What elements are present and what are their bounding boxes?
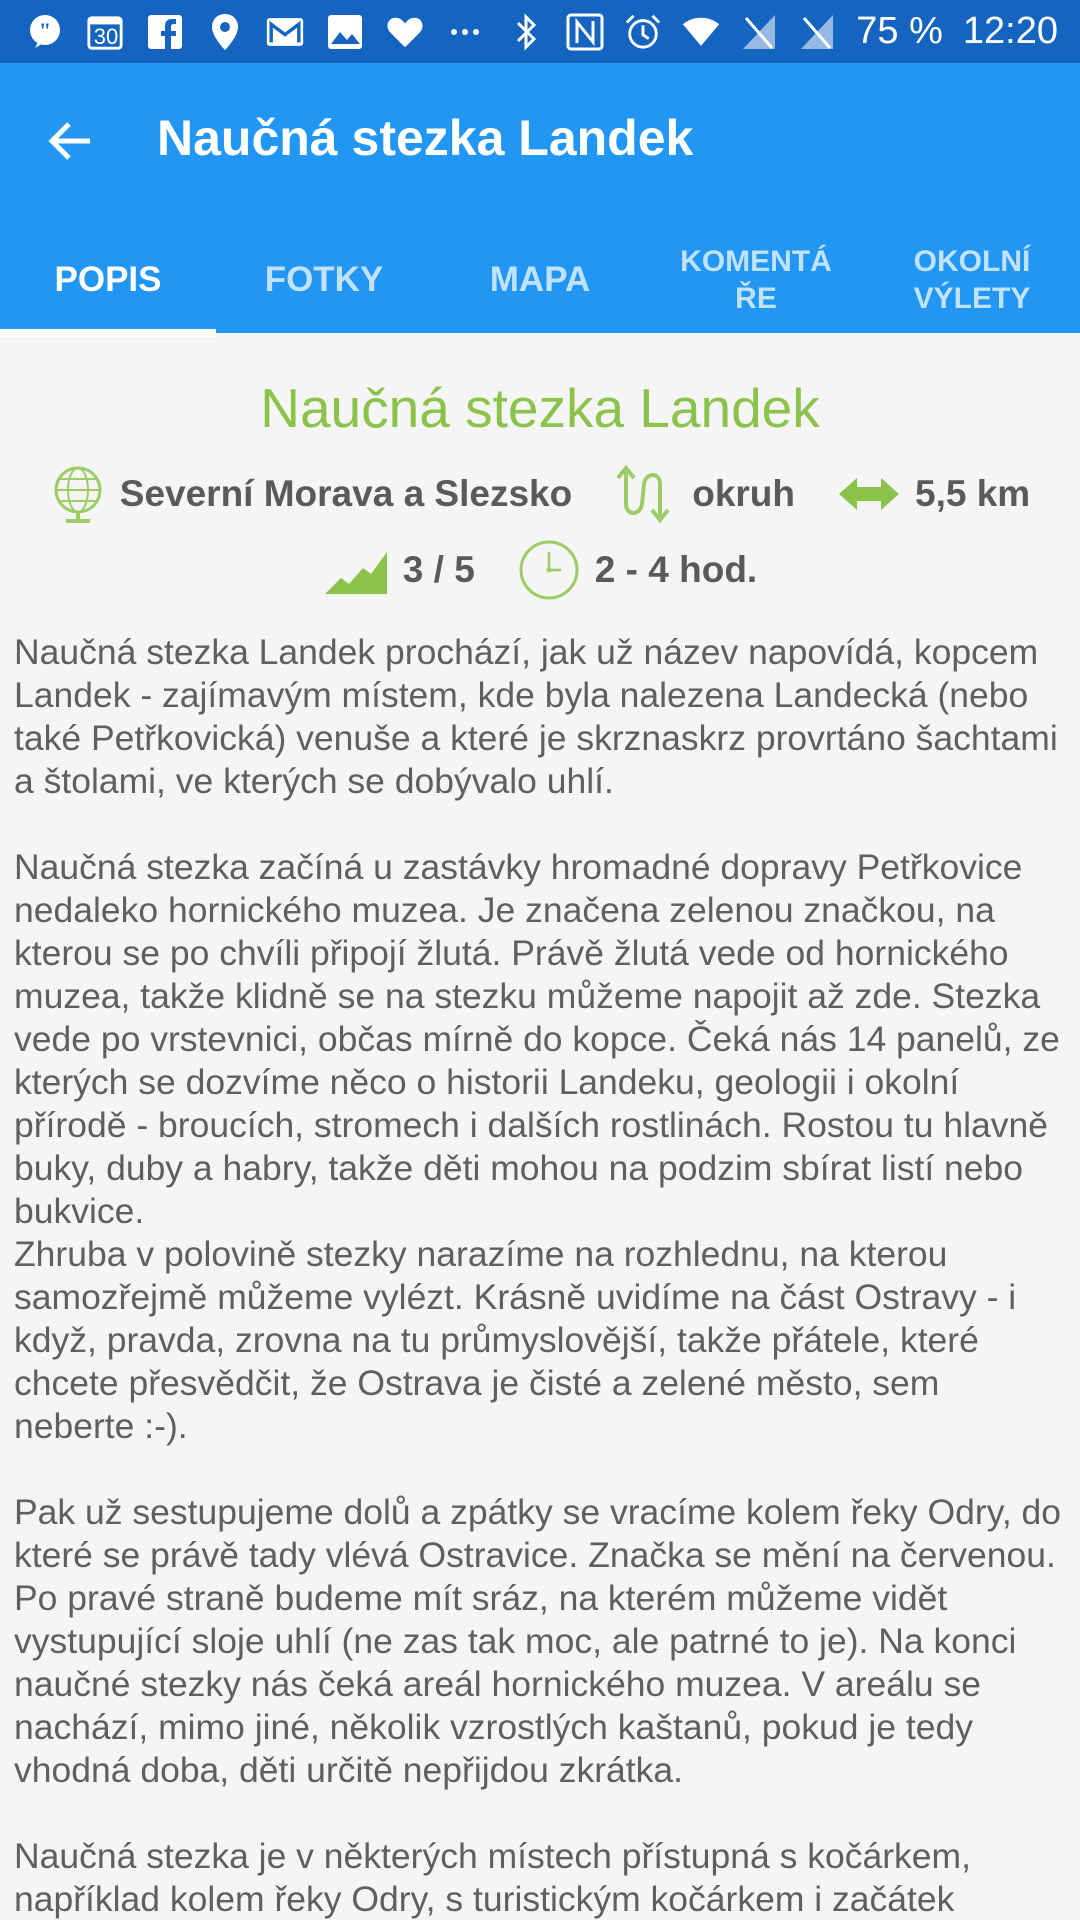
- status-bar: [0, 0, 1080, 63]
- mountain-chart-icon: [323, 544, 389, 596]
- region-label: Severní Morava a Slezsko: [119, 473, 573, 514]
- clock-icon: [517, 538, 581, 602]
- duration-info: [517, 538, 757, 602]
- calendar-icon: [86, 13, 124, 51]
- arrow-back-icon: [48, 121, 92, 161]
- difficulty-info: [323, 544, 475, 596]
- more-dots-icon: [446, 13, 484, 51]
- distance-label: 5,5 km: [915, 473, 1031, 514]
- facebook-icon: [146, 13, 184, 51]
- trip-detail: [0, 333, 1080, 1920]
- route-type-info: [614, 464, 795, 524]
- no-sim-icon: [798, 13, 836, 51]
- difficulty-label: 3 / 5: [402, 549, 475, 590]
- bluetooth-icon: [508, 13, 546, 51]
- alarm-icon: [624, 13, 662, 51]
- svg-text:": ": [38, 17, 52, 43]
- tab-bar: [0, 226, 1080, 333]
- location-pin-icon: [206, 13, 244, 51]
- heart-icon: [386, 13, 424, 51]
- loop-arrows-icon: [614, 464, 678, 524]
- region-info: [50, 463, 572, 525]
- trip-info-row: [0, 457, 1080, 531]
- tab-komentare[interactable]: [648, 226, 864, 333]
- trip-description: Naučná stezka Landek prochází, jak už název napovídá, kopcem Landek - zajímavým místem, kde byla nalezena Landecká (nebo také Petřkovická) venuše a které je skrznaskrz provrtáno šachtami a štolami, ve kterých se dobývalo uhlí. Naučná stezka začíná u zastávky hromadné dopravy Petřkovice nedaleko hornického muzea. Je značena zelenou značkou, na kterou se po chvíli připojí žlutá. Právě žlutá vede od hornického muzea, takže klidně se na stezku můžeme napojit až zde. Stezka vede po vrstevnici, občas mírně do kopce. Čeká nás 14 panelů, ze kterých se dozvíme něco o historii Landeku, geologii i okolní přírodě - broucích, stromech i dalších rostlinách. Rostou tu hlavně buky, duby a habry, takže děti mohou na podzim sbírat listí nebo bukvice. Zhruba v polovině stezky narazíme na rozhlednu, na kterou samozřejmě můžeme vylézt. Krásně uvidíme na část Ostravy - i když, pravda, zrovna na tu průmyslovější, takže přátele, které chcete přesvědčit, že Ostrava je čisté a zelené město, sem neberte :-). Pak už sestupujeme dolů a zpátky se vracíme kolem řeky Odry, do které se právě tady vlévá Ostravice. Značka se mění na červenou. Po pravé straně budeme mít sráz, na kterém můžeme vidět vystupující sloje uhlí (ne zas tak moc, ale patrné to je). Na konci naučné stezky nás čeká areál hornického muzea. V areálu se nachází, mimo jiné, několik vzrostlých kaštanů, pokud je tedy vhodná doba, děti určitě nepřijdou zkrátka. Naučná stezka je v některých místech přístupná s kočárkem, například kolem řeky Odry, s turistickým kočárkem i začátek: [14, 632, 1062, 1919]
- calendar-day: 30: [93, 23, 119, 49]
- no-sim-icon: [740, 13, 778, 51]
- tab-okolni-vylety[interactable]: [864, 226, 1080, 333]
- app-bar: [0, 63, 1080, 333]
- globe-icon: [50, 463, 106, 525]
- image-icon: [326, 13, 364, 51]
- quote-icon: [26, 13, 64, 51]
- tab-fotky[interactable]: FOTKY: [264, 259, 384, 299]
- page-title: Naučná stezka Landek: [157, 110, 694, 166]
- tab-okolni-vylety-label: OKOLNÍ VÝLETY: [913, 244, 1031, 315]
- wifi-icon: [682, 13, 720, 51]
- distance-info: [837, 473, 1030, 515]
- duration-label: 2 - 4 hod.: [594, 549, 758, 590]
- clock: 12:20: [962, 10, 1058, 52]
- tab-mapa[interactable]: MAPA: [489, 259, 591, 299]
- gmail-icon: [266, 13, 304, 51]
- tab-popis[interactable]: POPIS: [0, 226, 216, 333]
- battery-percent: 75 %: [856, 10, 943, 52]
- route-type-label: okruh: [692, 473, 796, 514]
- trip-title: Naučná stezka Landek: [260, 377, 820, 439]
- trip-info-row-2: [0, 533, 1080, 607]
- double-arrow-icon: [837, 474, 901, 514]
- back-button[interactable]: [34, 105, 106, 177]
- nfc-icon: [566, 13, 604, 51]
- tab-komentare-label: KOMENTÁ ŘE: [680, 244, 832, 315]
